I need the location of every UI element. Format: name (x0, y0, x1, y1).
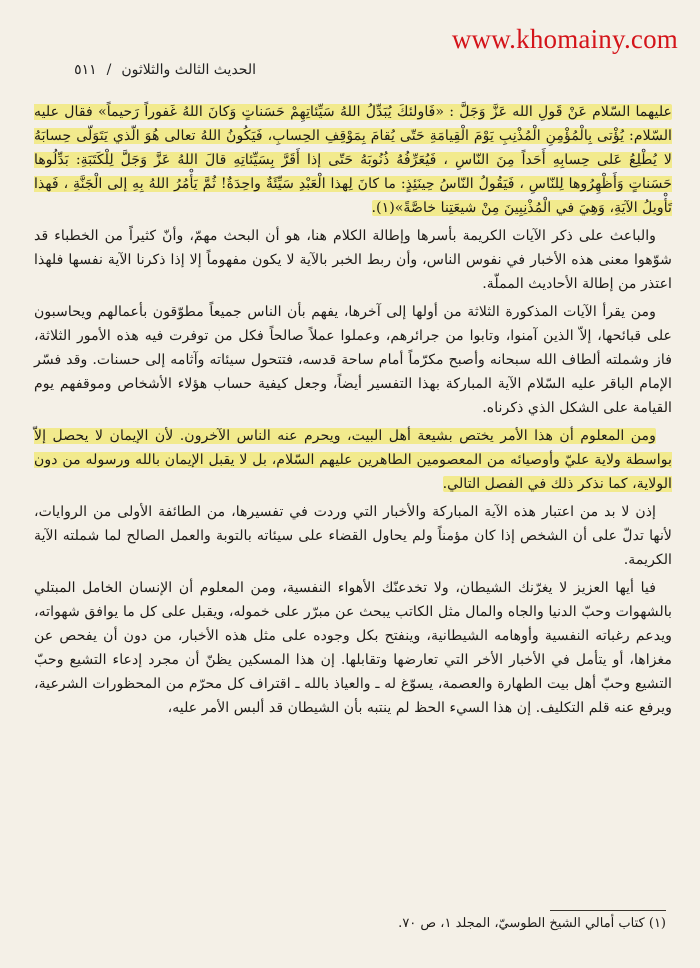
body-text (34, 100, 672, 724)
highlighted-text: عليهما السّلام عَنْ قَولِ الله عَزَّ وَجَلَّ : «فَاولئكَ يُبَدِّلُ اللهُ سَيِّئاتِهِمْ حَسَناتٍ وَكانَ اللهُ غَفوراً رَحيماً» فقال عليه السّلام: يُؤْتى بِالْمُؤْمِنِ الْمُذْنِبِ يَوْمَ الْقِيامَةِ حَتّى يُقامَ بِمَوْقِفِ الحِسابِ، فَيَكُونُ اللهُ تعالى هُوَ الّذي يَتَوَلّى حِسابَهُ لا يُطْلِعُ عَلى حِسابِهِ أَحَداً مِنَ النّاسِ ، فَيُعَرِّفُهُ ذُنُوبَهُ حَتّى إذا أَقَرَّ بِسَيِّئاتِهِ قالَ اللهُ عَزَّ وَجَلَّ لِلْكَتَبَةِ: بَدِّلُوها حَسَناتٍ وَأَظْهِرُوها لِلنّاسِ ، فَيَقُولُ النّاسُ حِينَئِذٍ: ما كانَ لِهذا الْعَبْدِ سَيِّئَةٌ واحِدَةٌ! ثُمَّ يَأْمُرُ اللهُ بِهِ إلى الْجَنَّةِ ، فَهذا تَأْويلُ الآيَةِ، وَهِيَ في الْمُذْنِبِينَ مِنْ شيعَتِنا خاصَّةً»(١). (34, 104, 672, 216)
running-header (48, 62, 256, 78)
watermark-url[interactable]: www.khomainy.com (451, 24, 678, 54)
footnote-rule (550, 910, 666, 911)
paragraph-6: فيا أيها العزيز لا يغرّنك الشيطان، ولا تخدعنّك الأهواء النفسية، ومن المعلوم أن الإنسان الخامل المبتلي بالشهوات وحبّ الدنيا والجاه والمال مثل الكاتب يبحث عن مبرّر على خموله، ويقبل على كل ما يوافق شهواته، ويدعم رغباته النفسية وأوهامه الشيطانية، وينفتح بكل وجوده على مثل هذه الأخبار، من دون أن يفحص عن مغزاها، أو يتأمل في الأخبار الأخر التي تعارضها وتقابلها. إن هذا المسكين يظنّ أن مجرد إدعاء التشيع وحبّ التشيع وحبّ أهل بيت الطهارة والعصمة، يسوّغ له ـ والعياذ بالله ـ اقتراف كل محرّم من المحظورات الشرعية، ويرفع عنه قلم التكليف. إن هذا السيء الحظ لم ينتبه بأن الشيطان قد ألبس الأمر عليه، (34, 580, 672, 716)
header-title: الحديث الثالث والثلاثون (121, 62, 256, 78)
paragraph-5: إذن لا بد من اعتبار هذه الآية المباركة والأخبار التي وردت في تفسيرها، من الطائفة الأولى من الروايات، لأنها تدلّ على أن الشخص إذا كان مؤمناً ولم يحاول القضاء على سيئاته بالتوبة والعمل الصالح لما شملته الآية الكريمة. (34, 504, 672, 568)
paragraph-1 (34, 100, 672, 220)
paragraph-4 (34, 424, 672, 496)
paragraph-2: والباعث على ذكر الآيات الكريمة بأسرها وإطالة الكلام هنا، هو أن البحث مهمّ، وأنّ كثيراً من الخطباء قد شوّهوا معنى هذه الأخبار في نفوس الناس، وأن ربط الخبر بالآية لا يكون مفهوماً إلا إذا ذكرنا الآية نفسها فلهذا اعتذر من إطالة الأحاديث المملّة. (34, 228, 672, 292)
highlighted-text: ومن المعلوم أن هذا الأمر يختص بشيعة أهل البيت، ويحرم عنه الناس الآخرون. لأن الإيمان لا يحصل إلاّ بواسطة ولاية عليّ وأوصيائه من المعصومين الطاهرين عليهم السّلام، بل لا يقبل الإيمان بالله ورسوله من دون الولاية، كما نذكر ذلك في الفصل التالي. (34, 428, 672, 492)
footnote: (١) كتاب أمالي الشيخ الطوسيّ، المجلد ١، ص ٧٠. (398, 916, 666, 931)
paragraph-3: ومن يقرأ الآيات المذكورة الثلاثة من أولها إلى آخرها، يفهم بأن الناس جميعاً مطوّقون بأعمالهم ويحاسبون على قبائحها، إلاّ الذين آمنوا، وتابوا من جرائرهم، وعملوا عملاً صالحاً فكل من توفرت فيه هذه الأمور الثلاثة، فاز وشملته ألطاف الله سبحانه وأصبح مكرّماً أمام ساحة قدسه، فتتحول سيئاته وآثامه إلى حسنات. وقد فسّر الإمام الباقر عليه السّلام الآية المباركة بهذا التفسير أيضاً، وجعل كيفية حساب هؤلاء الأشخاص وموقفهم يوم القيامة على الشكل الذي ذكرناه. (34, 304, 672, 416)
page-number: ٥١١ (74, 62, 97, 78)
header-separator: / (106, 62, 112, 78)
